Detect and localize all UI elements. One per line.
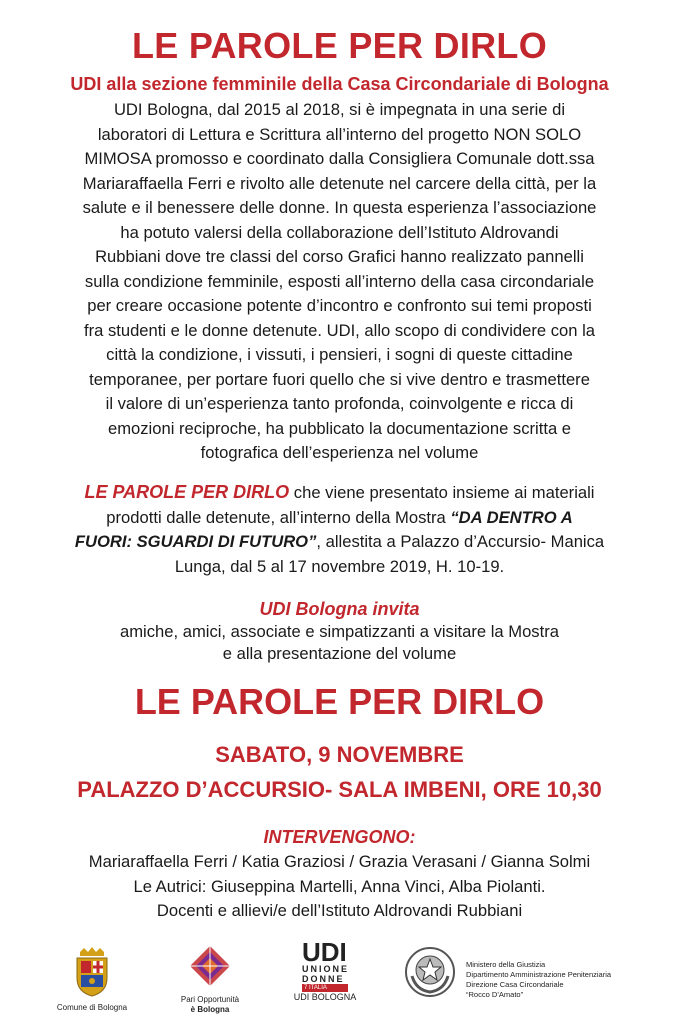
pari-caption-2: è Bologna — [190, 1005, 230, 1014]
page-subtitle: UDI alla sezione femminile della Casa Circondariale di Bologna — [70, 74, 609, 94]
intro-line: il valore di un’esperienza tanto profonda, coinvolgente e ricca di — [105, 394, 574, 413]
comune-caption: Comune di Bologna — [56, 1003, 128, 1012]
event-place: PALAZZO D’ACCURSIO- SALA IMBENI, ORE 10,30 — [77, 777, 602, 802]
event-date: SABATO, 9 NOVEMBRE — [215, 742, 464, 767]
ministry-line: Direzione Casa Circondariale — [466, 980, 564, 989]
intro-line: sulla condizione femminile, esposti all’interno della casa circondariale — [84, 271, 595, 291]
intro-line: Mariaraffaella Ferri e rivolto alle detenute nel carcere della città, per la — [82, 173, 597, 193]
ministry-line: Dipartimento Amministrazione Penitenziaria — [466, 970, 612, 979]
intro-paragraph — [28, 98, 651, 466]
intro-line: fra studenti e le donne detenute. UDI, allo scopo di condividere con la — [83, 320, 596, 340]
exhibition-text: , allestita a Palazzo d’Accursio- Manica — [316, 532, 605, 551]
speakers-line: Mariaraffaella Ferri / Katia Graziosi / Grazia Verasani / Gianna Solmi — [88, 852, 591, 871]
intro-line: città la condizione, i vissuti, i pensieri, i sogni di queste cittadine — [106, 345, 573, 364]
show-title: FUORI: SGUARDI DI FUTURO” — [74, 532, 317, 551]
event-title: LE PAROLE PER DIRLO — [134, 681, 545, 722]
udi-letters: UDI — [302, 937, 347, 967]
pari-opportunita-logo — [175, 944, 245, 1015]
exhibition-paragraph — [28, 480, 651, 579]
pari-opportunita-icon — [188, 944, 232, 990]
exhibition-line — [28, 480, 651, 506]
ministry-text — [466, 960, 646, 1000]
intro-line: per creare occasione potente d’incontro e confronto sui temi proposti — [87, 296, 592, 315]
exhibition-line — [28, 506, 651, 531]
intro-line: MIMOSA promosso e coordinato dalla Consigliera Comunale dott.ssa — [84, 149, 595, 168]
exhibition-text: prodotti dalle detenute, all’interno della Mostra — [106, 507, 451, 527]
intro-line: Rubbiani dove tre classi del corso Grafici hanno realizzato pannelli — [95, 247, 584, 266]
show-title: “DA DENTRO A — [450, 507, 573, 527]
udi-caption: UDI BOLOGNA — [293, 992, 357, 1002]
speakers-line: Le Autrici: Giuseppina Martelli, Anna Vinci, Alba Piolanti. — [133, 876, 546, 896]
comune-crest-icon — [72, 946, 112, 998]
udi-logo — [290, 937, 360, 1002]
invite-text — [0, 621, 679, 665]
udi-donne: DONNE — [302, 974, 345, 984]
udi-unione: UNIONE — [302, 964, 350, 974]
exhibition-line — [28, 530, 651, 555]
comune-di-bologna-logo — [52, 946, 132, 1013]
speakers-list — [0, 850, 679, 924]
ministry-line: “Rocco D’Amato” — [466, 990, 524, 999]
invite-line: e alla presentazione del volume — [222, 644, 457, 663]
intro-line: laboratori di Lettura e Scrittura all’interno del progetto NON SOLO — [97, 124, 582, 144]
pari-caption-1: Pari Opportunità — [180, 995, 240, 1004]
exhibition-text: che viene presentato insieme ai materiali — [289, 483, 595, 502]
intro-line: emozioni reciproche, ha pubblicato la documentazione scritta e — [107, 418, 572, 438]
intro-line: fotografica dell’esperienza nel volume — [200, 443, 479, 462]
book-title: LE PAROLE PER DIRLO — [84, 482, 290, 502]
invite-heading: UDI Bologna invita — [259, 599, 420, 619]
intro-line: ha potuto valersi della collaborazione dell’Istituto Aldrovandi — [120, 222, 559, 242]
italian-republic-emblem-icon — [404, 946, 456, 998]
exhibition-line: Lunga, dal 5 al 17 novembre 2019, H. 10-19. — [174, 556, 505, 576]
udi-italia: 7 ITALIA — [302, 984, 348, 992]
page-title: LE PAROLE PER DIRLO — [131, 25, 548, 66]
udi-mark — [302, 937, 350, 992]
intro-line: UDI Bologna, dal 2015 al 2018, si è impegnata in una serie di — [113, 100, 566, 119]
intro-line: temporanee, per portare fuori quello che si vive dentro e trasmettere — [89, 369, 590, 389]
repubblica-emblem-logo — [402, 946, 458, 1003]
speakers-line: Docenti e allievi/e dell’Istituto Aldrovandi Rubbiani — [156, 901, 523, 920]
ministry-line: Ministero della Giustizia — [466, 960, 546, 969]
speakers-heading: INTERVENGONO: — [263, 827, 416, 847]
intro-line: salute e il benessere delle donne. In questa esperienza l’associazione — [82, 198, 597, 217]
invite-line: amiche, amici, associate e simpatizzanti a visitare la Mostra — [120, 622, 559, 641]
